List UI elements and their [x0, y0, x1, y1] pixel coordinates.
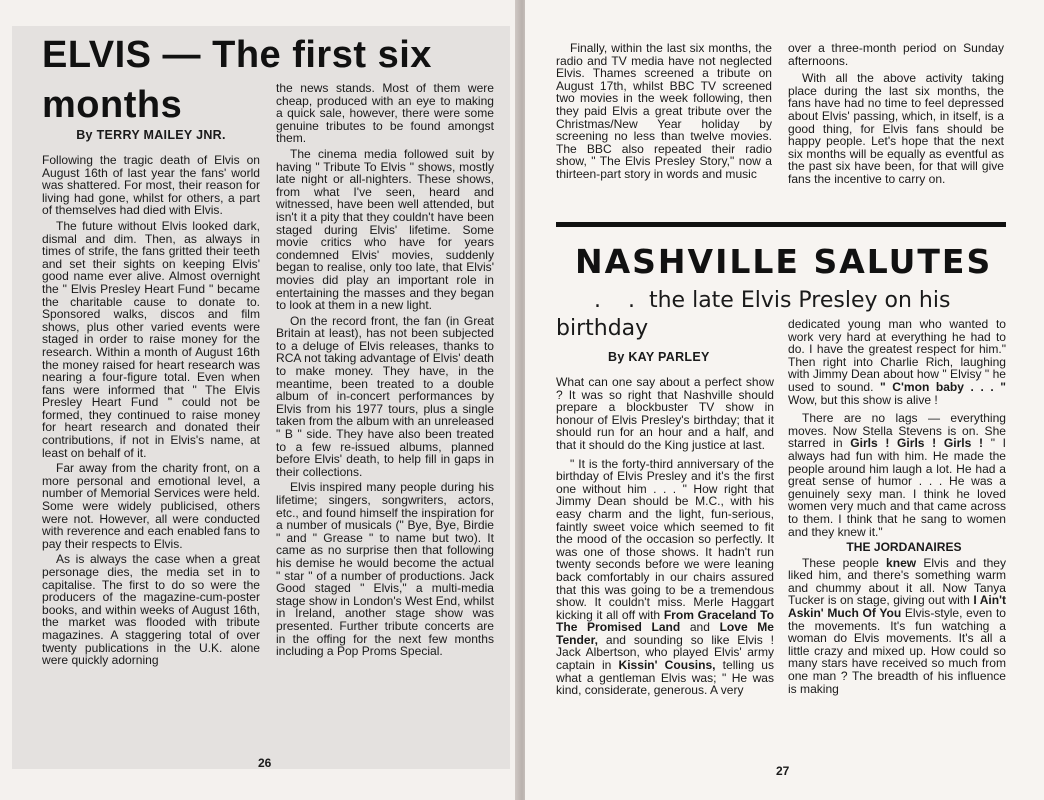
paragraph: Elvis inspired many people during his lifetime; singers, songwriters, actors, etc., and found himself the inspiration for a number of musicals (" Bye, Bye, Birdie " and " Grease " to name but two). It came as no surprise then that following his demise he would become the actual " star " of a number of productions. Jack Good staged " Elvis," a multi-media stage show in London's West End, whilst in Ireland, another stage show was presented. Further tribute concerts are in the offing for the next few months including a Pop Proms Special.: [276, 480, 494, 659]
paragraph: " It is the forty-third anniversary of the birthday of Elvis Presley and it's the first one without him . . . " How right that Jimmy Dean should be M.C., with his easy charm and the light, fun-serious, faintly sweet voice which seemed to fit the mood of the occasion so perfectly. It was one of those shows. It hadn't run twenty seconds before we were leaning back comfortably in our chairs assured that this was going to be a tremendous show. It couldn't miss. Merle Haggart kicking it all off with From Graceland To The Promised Land and Love Me Tender, and sounding so like Elvis ! Jack Albertson, who played Elvis' army captain in Kissin' Cousins, telling us what a gentleman Elvis was; " He was kind, considerate, generous. A very: [556, 456, 775, 698]
subtitle-dots: . .: [594, 288, 645, 313]
page-number-left: 26: [258, 756, 272, 770]
paragraph: The cinema media followed suit by having " Tribute To Elvis " shows, mostly late night or all-nighters. These shows, from what I've seen, heard and witnessed, have been well attended, but isn't it a pity that they couldn't have been staged during Elvis' lifetime. Some movie critics who have for years condemned Elvis' movies, suddenly began to realise, only too late, that Elvis' movies did play an important role in entertaining the masses and they began to look at them in a new light.: [276, 146, 494, 313]
left-col1-text: [42, 154, 260, 667]
left-column-1: [42, 128, 260, 670]
paragraph: Following the tragic death of Elvis on August 16th of last year the fans' world was shattered. For most, their reason for living had gone, whilst for others, a part of themselves had died with Elvis.: [42, 153, 260, 218]
film-title: Kissin' Cousins,: [618, 658, 716, 673]
page-number-right: 27: [776, 764, 790, 778]
song-title: I Ain't Askin' Much Of You: [788, 593, 1006, 621]
paragraph: What can one say about a perfect show ? It was so right that Nashville should prepare a blockbuster TV show in honour of Elvis Presley's birthday; that it should run for an hour and a half, and that it should do the King justice at last.: [556, 375, 774, 452]
right-top-column-1: [556, 42, 772, 184]
right-bottom-column-2: [788, 318, 1006, 698]
subtitle-line1: the late Elvis Presley on his: [648, 288, 951, 313]
paragraph: the news stands. Most of them were cheap, produced with an eye to making a quick sale, however, there were some genuine tributes to be found amongst them.: [276, 81, 494, 146]
section-divider: [556, 222, 1006, 227]
left-page: [0, 0, 519, 800]
right-top-column-2: [788, 42, 1004, 189]
song-title: From Graceland To The Promised Land: [556, 607, 774, 635]
film-title: Girls ! Girls ! Girls !: [850, 436, 983, 451]
right-bottom-column-1: [556, 350, 774, 700]
paragraph: over a three-month period on Sunday afternoons.: [788, 41, 1004, 68]
subtitle-line2: birthday: [556, 316, 649, 341]
right-article-title: NASHVILLE SALUTES: [575, 242, 993, 281]
subheading: THE JORDANAIRES: [846, 540, 962, 555]
right-byline: By KAY PARLEY: [608, 350, 710, 364]
paragraph: On the record front, the fan (in Great Britain at least), has not been subjected to a deluge of Elvis releases, thanks to RCA not taking advantage of Elvis' death to make money. They have, in the meantime, been treated to a double album of in-concert performances by Elvis from his 1977 tours, plus a single taken from the album with an unreleased " B " side. They have also been treated to a few re-issued albums, planned before Elvis' death, to help fill in gaps in their collections.: [276, 313, 494, 479]
paragraph: Far away from the charity front, on a more personal and emotional level, a number of Memorial Services were held. Some were widely publicised, others were not. However, all were conducted with reverence and each enabled fans to pay their respects to Elvis.: [42, 461, 260, 551]
left-title-line1: ELVIS — The first six: [42, 34, 432, 76]
paragraph: There are no lags — everything moves. Now Stella Stevens is on. She starred in Girls ! Girls ! Girls ! " I always had fun with him. He made the people around him laugh a lot. He had a great sense of humor . . . He was a genuinely sexy man. I think he loved women very much and that came across to them. I think that he sang to women and they knew it.": [788, 411, 1006, 539]
song-title: Love Me Tender,: [556, 620, 774, 647]
paragraph: With all the above activity taking place during the last six months, the fans have had no time to feel depressed about Elvis' passing, which, in itself, is a good thing, for Elvis fans should be happy people. Let's hope that the next six months will be equally as eventful as the past six have been, for that will give fans the incentive to carry on.: [788, 71, 1004, 186]
paragraph: Finally, within the last six months, the radio and TV media have not neglected Elvis. Thames screened a tribute on August 17th, whilst BBC TV screened two movies in the week following, then they paid Elvis a great tribute over the Christmas/New Year holiday by screening no less than twelve movies. The BBC also repeated their radio show, " The Elvis Presley Story," now a thirteen-part story in words and music: [556, 41, 772, 181]
left-byline: By TERRY MAILEY JNR.: [76, 128, 226, 142]
left-title-line2: months: [42, 84, 183, 126]
left-column-2: [276, 82, 494, 661]
quote-emphasis: " C'mon baby . . . ": [880, 379, 1006, 394]
paragraph: These people knew Elvis and they liked him, and there's something warm and chummy about it all. Now Tanya Tucker is on stage, giving out with I Ain't Askin' Much Of You Elvis-style, even to the movements. It's fun watching a woman do Elvis movements. It's all a little crazy and mixed up. How could so many stars have received so much from one man ? The breadth of his influence is making: [788, 555, 1007, 696]
paragraph: dedicated young man who wanted to work very hard at everything he had to do. I have the greatest respect for him." Then right into Charlie Rich, laughing with Jimmy Dean about how " Elvisy " he used to sound. " C'mon baby . . . " Wow, but this show is alive !: [788, 317, 1006, 407]
paragraph: As is always the case when a great personage dies, the media set in to capitalise. The first to do so were the producers of the magazine-cum-poster books, and within weeks of August 16th, the market was flooded with tribute magazines. A staggering total of over twenty publications in the U.K. alone were quickly adorning: [42, 552, 260, 668]
left-col2-text: [276, 82, 494, 658]
paragraph: The future without Elvis looked dark, dismal and dim. Then, as always in times of strife, the fans gritted their teeth and set their sights on keeping Elvis' good name ever alive. Almost overnight the " Elvis Presley Heart Fund " became the charitable cause to donate to. Sponsored walks, discos and film shows, plus other varied events were staged in order to raise money for the research. Within a month of August 16th the money raised for heart research was nearing a four-figure total. Even when fans were informed that " The Elvis Presley Heart Fund " could not be formed, they continued to raise money for heart research and donated their contributions, if not in Elvis's name, at least on behalf of it.: [42, 218, 260, 460]
